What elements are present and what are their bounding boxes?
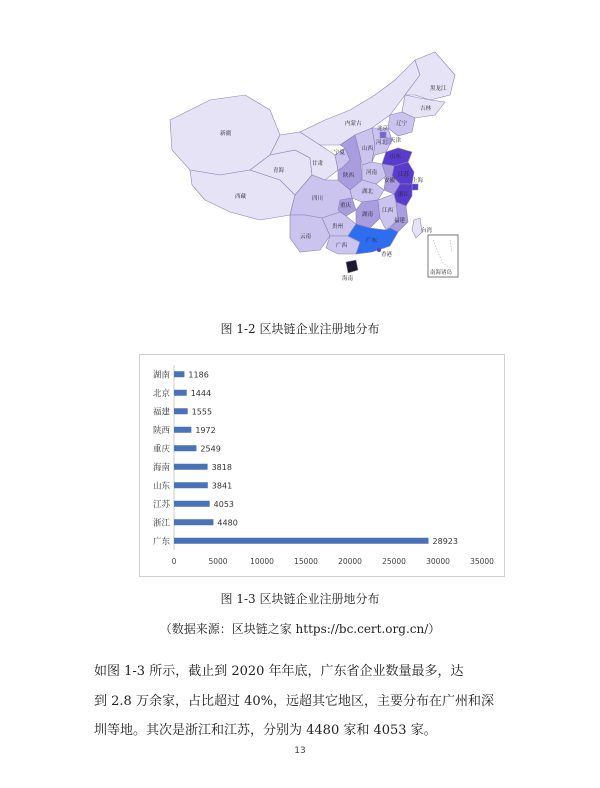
map-label-qinghai: 青海 [273,168,285,174]
map-label-neimenggu: 内蒙古 [345,121,362,127]
map-label-henan: 河南 [366,170,378,176]
map-label-hainan: 海南 [342,276,354,282]
body-paragraph [94,657,514,746]
data-label-7: 4053 [213,499,235,509]
map-label-shandong: 山东 [390,154,402,160]
x-tick-label-1: 5000 [208,557,228,566]
category-label-1: 北京 [152,388,170,399]
x-tick-label-3: 15000 [294,557,318,566]
map-label-chongqing: 重庆 [340,203,352,209]
bar-1 [174,390,187,396]
map-caption: 图 1-2 区块链企业注册地分布 [220,322,380,336]
map-label-tianjin: 天津 [390,138,402,144]
data-label-8: 4480 [217,518,238,528]
data-label-0: 1186 [188,370,209,380]
map-label-hongkong: 香港 [381,252,393,258]
map-label-hebei: 河北 [376,140,388,146]
region-beijing [380,132,386,138]
bar-2 [174,408,188,414]
map-label-guangdong: 广东 [366,238,378,244]
map-label-gansu: 甘肃 [312,161,324,167]
map-label-nanhai: 南海诸岛 [430,270,453,276]
category-label-3: 陕西 [152,425,170,436]
category-label-5: 海南 [152,462,170,473]
data-label-2: 1555 [191,407,213,417]
paragraph-line-2: 到 2.8 万余家，占比超过 40%，远超其它地区，主要分布在广州和深 [94,693,494,709]
map-label-heilongjiang: 黑龙江 [430,86,447,92]
region-shanghai [412,184,418,190]
x-tick-label-4: 20000 [338,557,362,566]
category-label-9: 广东 [152,536,170,547]
bar-6 [174,482,208,488]
x-tick-label-0: 0 [171,557,177,566]
page-number: 13 [294,746,306,756]
data-label-4: 2549 [200,444,221,454]
bar-3 [174,427,191,433]
map-label-guangxi: 广西 [336,243,348,249]
map-label-shanghai: 上海 [412,178,424,184]
paragraph-line-1: 如图 1-3 所示，截止到 2020 年年底，广东省企业数量最多，达 [94,664,464,679]
category-label-7: 江苏 [152,499,170,510]
map-label-jiangsu: 江苏 [398,172,410,178]
bar-0 [174,371,184,377]
bar-8 [174,519,213,525]
map-label-liaoning: 辽宁 [396,121,408,127]
category-label-6: 山东 [152,481,170,492]
data-label-9: 28923 [432,536,458,546]
chart-caption: 图 1-3 区块链企业注册地分布 [220,592,380,606]
map-label-shanxi: 山西 [362,146,374,152]
map-label-jilin: 吉林 [420,106,432,112]
bar-chart-svg [140,355,504,576]
bar-9 [174,538,429,544]
map-label-beijing: 北京 [377,126,389,132]
paragraph-line-3: 圳等地。其次是浙江和江苏，分别为 4480 家和 4053 家。 [94,723,437,738]
data-label-1: 1444 [190,388,212,398]
map-label-zhejiang: 浙江 [398,192,410,198]
map-label-xizang: 西藏 [235,194,247,200]
bar-7 [174,501,210,507]
china-choropleth-map [150,40,470,290]
map-label-hunan: 湖南 [362,212,374,218]
data-source-note: （数据来源：区块链之家 https://bc.cert.org.cn/） [159,622,441,636]
map-label-fujian: 福建 [394,218,406,224]
map-label-jiangxi: 江西 [382,208,394,214]
category-label-0: 湖南 [152,370,170,381]
data-label-3: 1972 [195,425,216,435]
data-label-6: 3841 [211,481,233,491]
bar-4 [174,445,196,451]
x-tick-label-6: 30000 [426,557,450,566]
x-tick-label-5: 25000 [382,557,406,566]
data-label-5: 3818 [211,462,232,472]
map-label-yunnan: 云南 [300,234,312,240]
map-label-taiwan: 台湾 [421,228,433,234]
map-label-ningxia: 宁夏 [334,150,346,156]
map-label-sichuan: 四川 [312,196,324,202]
category-label-4: 重庆 [152,444,170,455]
x-tick-label-2: 10000 [250,557,274,566]
map-label-hubei: 湖北 [362,189,374,195]
map-label-xinjiang: 新疆 [220,131,232,137]
category-label-2: 福建 [152,407,170,418]
region-hainan [346,260,358,273]
x-tick-label-7: 35000 [470,557,494,566]
map-label-guizhou: 贵州 [332,224,344,230]
map-label-shaanxi: 陕西 [343,173,355,179]
bar-5 [174,464,208,470]
bar-chart [139,354,505,577]
category-label-8: 浙江 [152,518,170,529]
map-label-anhui: 安徽 [384,178,396,184]
map-svg [150,40,470,290]
